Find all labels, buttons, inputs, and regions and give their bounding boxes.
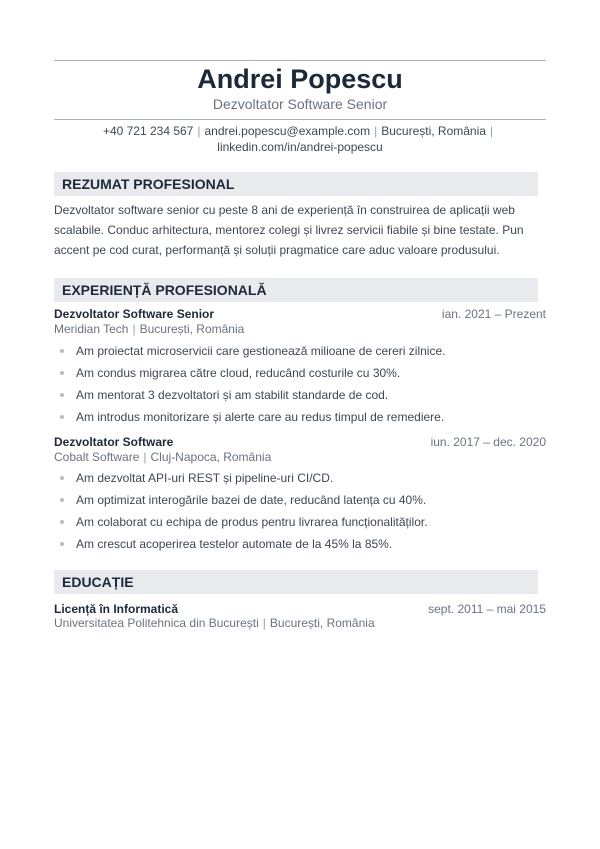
bullet-dot-icon	[60, 520, 64, 524]
contact-location: București, România	[381, 124, 486, 138]
list-item: Am colaborat cu echipa de produs pentru livrarea funcționalităților.	[54, 514, 546, 536]
bullet-dot-icon	[60, 542, 64, 546]
summary-text: Dezvoltator software senior cu peste 8 ani de experiență în construirea de aplicații web scalabile. Conduc arhitectura, mentorez colegi și livrez servicii fiabile și bine testate. Pun accent pe cod curat, performanță și soluții pragmatice care aduc valoare produsului.	[54, 203, 524, 257]
job-bullets	[54, 343, 546, 431]
bullet-dot-icon	[60, 349, 64, 353]
job-company	[54, 449, 271, 465]
contact-separator: |	[197, 124, 201, 138]
list-item: Am proiectat microservicii care gestionează milioane de cereri zilnice.	[54, 343, 546, 365]
contact-email[interactable]: andrei.popescu@example.com	[204, 124, 371, 138]
top-rule	[54, 60, 546, 61]
candidate-name: Andrei Popescu	[197, 64, 403, 94]
list-item: Am dezvoltat API-uri REST și pipeline-uri CI/CD.	[54, 470, 546, 492]
school-separator: |	[262, 616, 266, 630]
company-name: Meridian Tech	[54, 322, 129, 336]
contact-linkedin[interactable]: linkedin.com/in/andrei-popescu	[217, 140, 383, 154]
list-item: Am introdus monitorizare și alerte care au redus timpul de remediere.	[54, 409, 546, 431]
company-location: Cluj-Napoca, România	[150, 450, 272, 464]
school-name: Universitatea Politehnica din București	[54, 616, 259, 630]
job-dates: ian. 2021 – Prezent	[441, 307, 546, 321]
bullet-dot-icon	[60, 393, 64, 397]
header-rule	[54, 119, 546, 120]
list-item: Am condus migrarea către cloud, reducând costurile cu 30%.	[54, 365, 546, 387]
education-dates: sept. 2011 – mai 2015	[428, 602, 546, 616]
job-title: Dezvoltator Software Senior	[54, 307, 215, 321]
job-bullets	[54, 470, 546, 558]
job-title: Dezvoltator Software	[54, 435, 174, 449]
company-name: Cobalt Software	[54, 450, 140, 464]
list-item: Am optimizat interogările bazei de date, reducând latența cu 40%.	[54, 492, 546, 514]
list-item: Am crescut acoperirea testelor automate de la 45% la 85%.	[54, 536, 546, 558]
company-separator: |	[143, 450, 147, 464]
bullet-dot-icon	[60, 476, 64, 480]
bullet-dot-icon	[60, 415, 64, 419]
company-separator: |	[132, 322, 136, 336]
contact-separator: |	[489, 124, 494, 138]
section-title-education: EDUCAȚIE	[54, 570, 538, 594]
list-item: Am mentorat 3 dezvoltatori și am stabilit standarde de cod.	[54, 387, 546, 409]
contact-line	[54, 123, 546, 155]
education-degree: Licență în Informatică	[54, 602, 179, 616]
contact-phone: +40 721 234 567	[102, 124, 194, 138]
job-company	[54, 321, 244, 337]
bullet-dot-icon	[60, 371, 64, 375]
contact-separator: |	[374, 124, 378, 138]
company-location: București, România	[139, 322, 245, 336]
candidate-headline: Dezvoltator Software Senior	[212, 96, 388, 112]
bullet-dot-icon	[60, 498, 64, 502]
section-title-summary: REZUMAT PROFESIONAL	[54, 172, 538, 196]
section-title-experience: EXPERIENȚĂ PROFESIONALĂ	[54, 278, 538, 302]
education-school	[54, 615, 375, 631]
school-location: București, România	[269, 616, 375, 630]
job-dates: iun. 2017 – dec. 2020	[430, 435, 546, 449]
